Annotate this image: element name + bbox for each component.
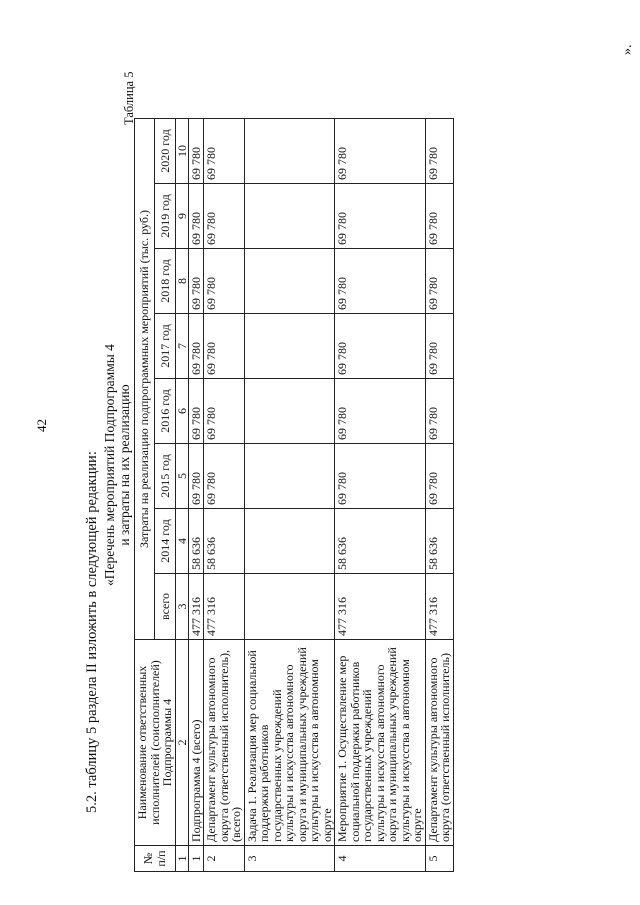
- row-total: 477 316: [188, 574, 204, 640]
- header-year: 2014 год: [155, 509, 175, 574]
- costs-table: [134, 118, 454, 872]
- row-year-value: 69 780: [335, 314, 426, 379]
- header-year: 2017 год: [155, 314, 175, 379]
- row-year-value: 69 780: [188, 119, 204, 184]
- index-cell: 10: [175, 119, 188, 184]
- row-year-value: 69 780: [335, 249, 426, 314]
- row-year-value: 69 780: [335, 444, 426, 509]
- index-cell: 2: [175, 640, 188, 846]
- row-year-value: 69 780: [188, 314, 204, 379]
- row-year-value: 69 780: [204, 444, 245, 509]
- header-year: 2019 год: [155, 184, 175, 249]
- index-cell: 8: [175, 249, 188, 314]
- index-cell: 9: [175, 184, 188, 249]
- row-year-value: [244, 184, 335, 249]
- row-year-value: 69 780: [204, 314, 245, 379]
- table-label: Таблица 5: [122, 71, 136, 125]
- row-year-value: [244, 314, 335, 379]
- row-year-value: 69 780: [335, 184, 426, 249]
- index-cell: 7: [175, 314, 188, 379]
- row-name: Департамент культуры автономного округа (ответственный исполнитель), (всего): [204, 640, 245, 846]
- header-name: Наименование ответственных исполнителей (соисполнителей) Подпрограммы 4: [135, 640, 176, 846]
- row-number: 5: [425, 846, 453, 872]
- row-year-value: 58 636: [335, 509, 426, 574]
- row-year-value: [244, 444, 335, 509]
- row-year-value: 69 780: [204, 249, 245, 314]
- index-cell: 4: [175, 509, 188, 574]
- row-year-value: 69 780: [204, 379, 245, 444]
- row-number: 3: [244, 846, 335, 872]
- table-row: [335, 119, 426, 872]
- row-year-value: 69 780: [204, 184, 245, 249]
- row-year-value: [244, 509, 335, 574]
- row-year-value: 69 780: [188, 379, 204, 444]
- index-cell: 1: [175, 846, 188, 872]
- row-year-value: 69 780: [425, 119, 453, 184]
- table-row: [244, 119, 335, 872]
- row-year-value: 69 780: [204, 119, 245, 184]
- closing-quote: ».: [620, 44, 635, 55]
- intro-text: 5.2. таблицу 5 раздела II изложить в следующей редакции:: [84, 451, 100, 813]
- row-year-value: 69 780: [188, 444, 204, 509]
- row-name: Подпрограмма 4 (всего): [188, 640, 204, 846]
- row-name: Задача 1. Реализация мер социальной поддержки работников государственных учреждений культуры и искусства автономного округа и муниципальных учреждений культуры и искусства в автономном округе: [244, 640, 335, 846]
- row-year-value: 69 780: [425, 444, 453, 509]
- row-year-value: 69 780: [335, 119, 426, 184]
- row-number: 2: [204, 846, 245, 872]
- row-number: 4: [335, 846, 426, 872]
- row-total: 477 316: [335, 574, 426, 640]
- page-number: 42: [34, 419, 49, 432]
- header-year: 2018 год: [155, 249, 175, 314]
- index-cell: 6: [175, 379, 188, 444]
- row-name: Мероприятие 1. Осуществление мер социальной поддержки работников государственных учреждений культуры и искусства автономного округа и муниципальных учреждений культуры и искусства в автономном округе: [335, 640, 426, 846]
- row-year-value: 58 636: [188, 509, 204, 574]
- row-total: [244, 574, 335, 640]
- header-num: № п/п: [135, 846, 176, 872]
- table-row: [425, 119, 453, 872]
- row-total: 477 316: [425, 574, 453, 640]
- header-total: всего: [155, 574, 175, 640]
- header-year: 2015 год: [155, 444, 175, 509]
- row-name: Департамент культуры автономного округа (ответственный исполнитель): [425, 640, 453, 846]
- row-year-value: 69 780: [425, 249, 453, 314]
- row-year-value: 69 780: [335, 379, 426, 444]
- row-year-value: 58 636: [204, 509, 245, 574]
- caption-line: и затраты на их реализацию: [117, 384, 132, 546]
- row-year-value: 69 780: [425, 314, 453, 379]
- index-row: [175, 119, 188, 872]
- header-year: 2016 год: [155, 379, 175, 444]
- header-year: 2020 год: [155, 119, 175, 184]
- table-caption: [102, 285, 132, 645]
- row-year-value: [244, 119, 335, 184]
- row-year-value: [244, 379, 335, 444]
- index-cell: 3: [175, 574, 188, 640]
- row-total: 477 316: [204, 574, 245, 640]
- row-year-value: [244, 249, 335, 314]
- caption-line: «Перечень мероприятий Подпрограммы 4: [102, 344, 117, 586]
- row-year-value: 69 780: [425, 184, 453, 249]
- row-year-value: 58 636: [425, 509, 453, 574]
- table-row: [188, 119, 204, 872]
- row-number: 1: [188, 846, 204, 872]
- row-year-value: 69 780: [188, 184, 204, 249]
- row-year-value: 69 780: [425, 379, 453, 444]
- row-year-value: 69 780: [188, 249, 204, 314]
- header-costs: Затраты на реализацию подпрограммных мероприятий (тыс. руб.): [135, 119, 155, 640]
- index-cell: 5: [175, 444, 188, 509]
- table-row: [204, 119, 245, 872]
